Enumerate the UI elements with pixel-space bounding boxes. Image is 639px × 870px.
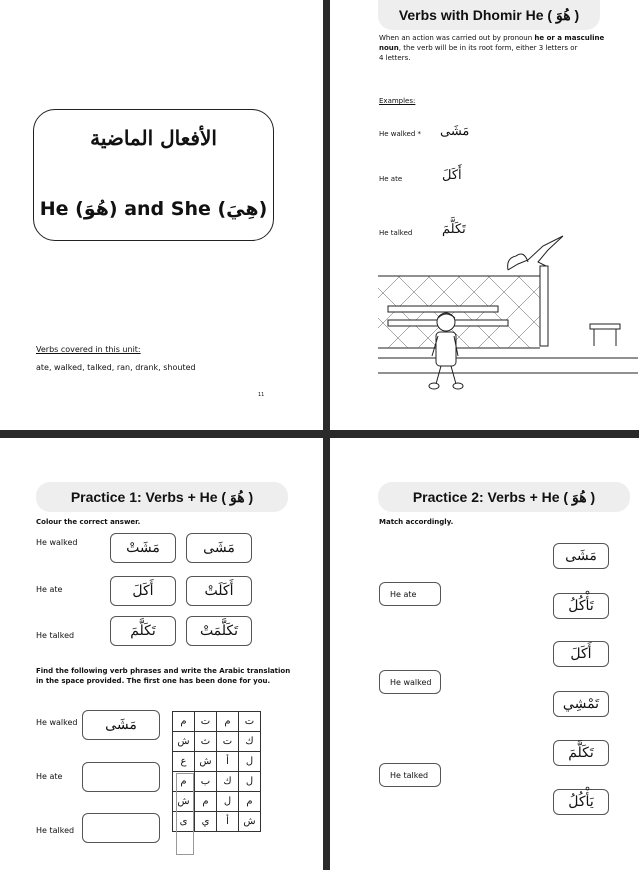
practice2-page (330, 438, 639, 870)
example-en: He walked * (379, 130, 422, 138)
grid-cell[interactable]: ش (239, 812, 261, 832)
answer-option[interactable] (110, 576, 176, 606)
find-instruction-1: Find the following verb phrases and write the Arabic translation (36, 667, 291, 675)
grid-cell[interactable]: ش (173, 792, 195, 812)
page-title: Practice 2: Verbs + He ( هُوَ ) (378, 482, 630, 512)
grid-row (173, 712, 261, 732)
horizontal-divider (0, 430, 639, 438)
examples-label: Examples: (379, 97, 416, 105)
option-text: تَكَلَّمَتْ (199, 623, 239, 639)
match-right-item[interactable] (553, 789, 609, 815)
title-card (33, 109, 274, 241)
grid-cell[interactable]: ى (173, 812, 195, 832)
page-title: Verbs with Dhomir He ( هُوَ ) (378, 0, 600, 30)
option-text: أَكَلَتْ (204, 583, 234, 599)
row-label: He talked (36, 631, 75, 640)
example-en: He talked (379, 229, 413, 237)
grid-cell[interactable]: ي (195, 812, 217, 832)
match-right-item[interactable] (553, 593, 609, 619)
page-number: 11 (258, 392, 265, 398)
match-right-text: أَكَلَ (570, 646, 592, 662)
grid-cell[interactable]: أ (217, 812, 239, 832)
match-right-item[interactable] (553, 641, 609, 667)
answer-field[interactable] (82, 710, 160, 740)
answer-option[interactable] (186, 533, 252, 563)
grid-cell[interactable]: ث (195, 732, 217, 752)
arabic-title: الأفعال الماضية (90, 126, 217, 150)
answer-label: He ate (36, 772, 63, 781)
answer-field[interactable] (82, 762, 160, 792)
match-right-text: تَمْشِي (562, 696, 600, 712)
grid-cell[interactable]: م (239, 792, 261, 812)
answer-option[interactable] (110, 616, 176, 646)
match-right-text: تَأْكُلُ (568, 598, 594, 614)
answer-field[interactable] (82, 813, 160, 843)
match-left-text: He walked (390, 677, 432, 687)
practice1-page (0, 438, 323, 870)
intro-line-1: When an action was carried out by pronoun he or a masculine (379, 34, 605, 42)
match-right-text: تَكَلَّمَ (568, 745, 594, 761)
option-text: أَكَلَ (132, 583, 154, 599)
match-left-text: He ate (390, 589, 417, 599)
match-left-item[interactable] (379, 670, 441, 694)
example-ar: مَشَى (440, 124, 470, 139)
grid-cell[interactable]: أ (217, 752, 239, 772)
page-title: Practice 1: Verbs + He ( هُوَ ) (36, 482, 288, 512)
grid-cell[interactable]: ت (239, 712, 261, 732)
grid-cell[interactable]: ش (195, 752, 217, 772)
answer-option[interactable] (110, 533, 176, 563)
match-right-item[interactable] (553, 543, 609, 569)
cover-page (0, 0, 323, 430)
unit-subtitle: He (هُوَ) and She (هِيَ) (39, 198, 268, 220)
instruction: Colour the correct answer. (36, 518, 141, 526)
dhomir-page (330, 0, 639, 430)
example-ar: تَكَلَّمَ (442, 222, 466, 237)
grid-cell[interactable]: ك (217, 772, 239, 792)
instruction: Match accordingly. (379, 518, 454, 526)
answer-label: He talked (36, 826, 75, 835)
answer-label: He walked (36, 718, 78, 727)
answer-option[interactable] (186, 576, 252, 606)
match-right-item[interactable] (553, 740, 609, 766)
match-left-text: He talked (390, 770, 429, 780)
grid-cell[interactable]: ع (173, 752, 195, 772)
match-right-item[interactable] (553, 691, 609, 717)
row-label: He ate (36, 585, 63, 594)
option-text: تَكَلَّمَ (130, 623, 156, 639)
verbs-heading: Verbs covered in this unit: (36, 345, 141, 354)
match-left-item[interactable] (379, 763, 441, 787)
grid-cell[interactable]: ش (173, 732, 195, 752)
grid-cell[interactable]: م (217, 712, 239, 732)
match-left-item[interactable] (379, 582, 441, 606)
grid-cell[interactable]: ل (239, 752, 261, 772)
boy-walking-illustration (378, 228, 638, 398)
option-text: مَشَى (203, 540, 235, 556)
grid-row (173, 732, 261, 752)
answer-text: مَشَى (105, 717, 137, 733)
answer-option[interactable] (186, 616, 252, 646)
found-word-highlight (176, 773, 194, 855)
grid-cell[interactable]: م (195, 792, 217, 812)
grid-cell[interactable]: م (173, 712, 195, 732)
grid-row (173, 752, 261, 772)
grid-cell[interactable]: ب (195, 772, 217, 792)
option-text: مَشَتْ (126, 540, 160, 556)
match-right-text: يَأْكُلُ (568, 794, 594, 810)
match-right-text: مَشَى (565, 548, 597, 564)
row-label: He walked (36, 538, 78, 547)
example-en: He ate (379, 175, 403, 183)
intro-line-3: 4 letters. (379, 54, 411, 62)
grid-cell[interactable]: ت (195, 712, 217, 732)
find-instruction-2: in the space provided. The first one has been done for you. (36, 677, 271, 685)
grid-cell[interactable]: م (173, 772, 195, 792)
verbs-list: ate, walked, talked, ran, drank, shouted (36, 363, 196, 372)
intro-line-2: noun, the verb will be in its root form, either 3 letters or (379, 44, 578, 52)
grid-cell[interactable]: ل (217, 792, 239, 812)
grid-cell[interactable]: ك (239, 732, 261, 752)
grid-cell[interactable]: ل (239, 772, 261, 792)
grid-cell[interactable]: ت (217, 732, 239, 752)
example-ar: أَكَلَ (442, 168, 462, 183)
